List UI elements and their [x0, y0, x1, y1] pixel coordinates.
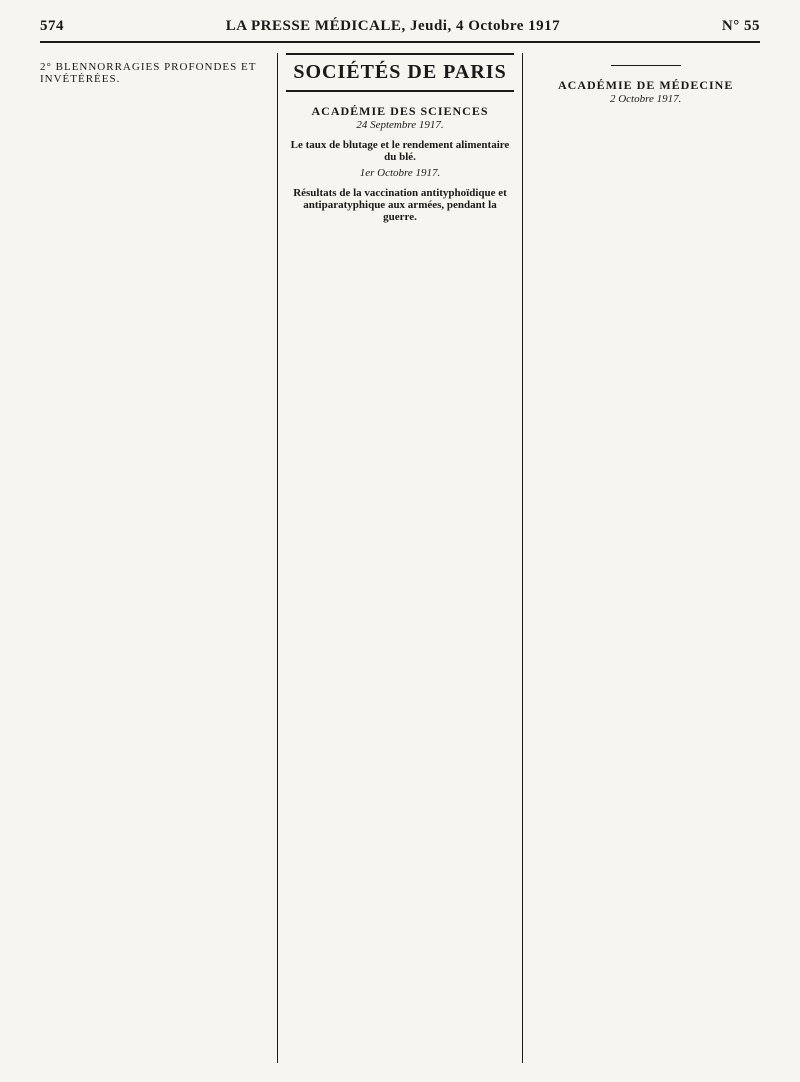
title-blutage: Le taux de blutage et le rendement alimentaire du blé. [290, 139, 510, 163]
section-academie-sciences: ACADÉMIE DES SCIENCES [311, 104, 489, 118]
left-column [40, 53, 277, 1063]
journal-title: LA PRESSE MÉDICALE, Jeudi, 4 Octobre 1917 [225, 18, 561, 34]
subhead-blennorragies: 2° BLENNORRAGIES PROFONDES ET INVÉTÉRÉES. [40, 61, 257, 85]
right-column [522, 53, 760, 1063]
date-medecine: 2 Octobre 1917. [609, 93, 682, 105]
columns [40, 53, 760, 1063]
section-academie-medecine: ACADÉMIE DE MÉDECINE [558, 78, 734, 92]
page-number: 574 [40, 18, 64, 34]
running-head [40, 18, 760, 43]
issue-number: N° 55 [721, 18, 760, 34]
date-oct: 1er Octobre 1917. [359, 167, 441, 179]
divider [611, 65, 681, 66]
date-sciences: 24 Septembre 1917. [356, 119, 444, 131]
title-vaccination: Résultats de la vaccination antityphoïdique et antiparatyphique aux armées, pendant la guerre. [293, 187, 507, 223]
block-title: SOCIÉTÉS DE PARIS [286, 53, 515, 92]
middle-column [277, 53, 523, 1063]
